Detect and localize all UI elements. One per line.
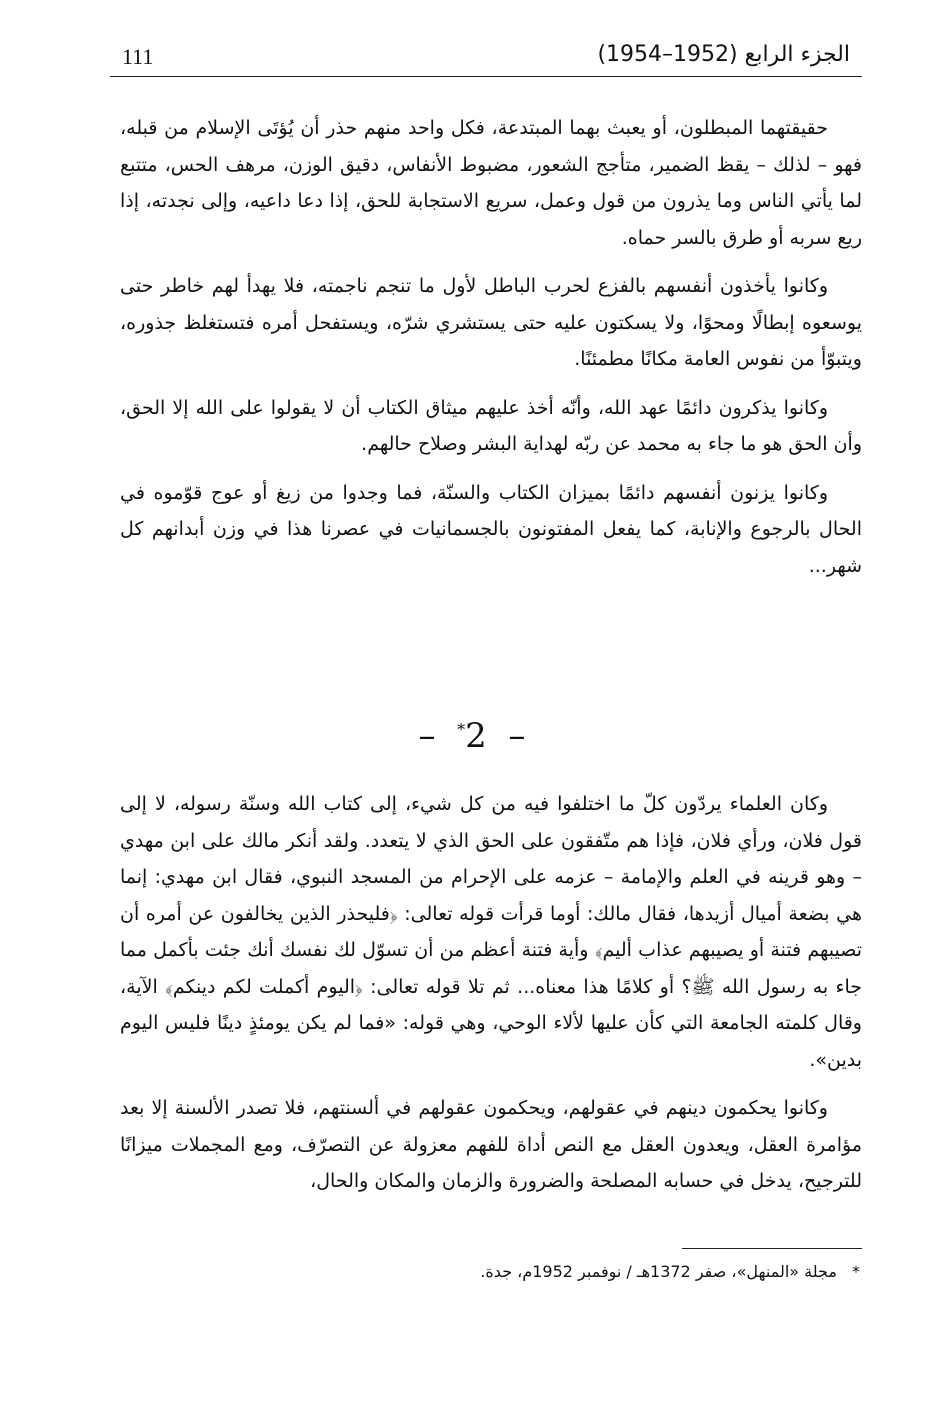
- footnote-text: مجلة «المنهل»، صفر 1372هـ / نوفمبر 1952م، جدة.: [480, 1262, 837, 1281]
- paragraph: وكان العلماء يردّون كلّ ما اختلفوا فيه من كل شيء، إلى كتاب الله وسنّة رسوله، لا إلى قول فلان، ورأي فلان، فإذا هم متّفقون على الحق الذي لا يتعدد. ولقد أنكر مالك على ابن مهدي – وهو قرينه في العلم والإمامة – عزمه على الإحرام من المسجد النبوي، فقال ابن مهدي: إنما هي بضعة أميال أزيدها، فقال مالك: أوما قرأت قوله تعالى: ﴿فليحذر الذين يخالفون عن أمره أن تصيبهم فتنة أو يصيبهم عذاب أليم﴾ وأية فتنة أعظم من أن تسوّل لك نفسك أنك جئت بأكمل مما جاء به رسول الله ﷺ؟ أو كلامًا هذا معناه... ثم تلا قوله تعالى: ﴿اليوم أكملت لكم دينكم﴾ الآية، وقال كلمته الجامعة التي كأن عليها لألاء الوحي، وهي قوله: «فما لم يكن يومئذٍ دينًا فليس اليوم بدين».: [120, 793, 862, 1071]
- footnote: [360, 1262, 860, 1281]
- footnote-rule: [682, 1248, 862, 1249]
- section-heading: [0, 716, 944, 756]
- section-footnote-marker: *: [457, 720, 466, 739]
- paragraph: وكانوا يزنون أنفسهم دائمًا بميزان الكتاب والسنّة، فما وجدوا من زيغ أو عوج قوّموه في الحال بالرجوع والإنابة، كما يفعل المفتونون بالجسمانيات في عصرنا هذا في وزن أبدانهم كل شهر...: [120, 481, 862, 577]
- top-text-block: [120, 110, 862, 596]
- section-number: 2: [465, 716, 487, 756]
- paragraph: وكانوا يذكرون دائمًا عهد الله، وأنّه أخذ عليهم ميثاق الكتاب أن لا يقولوا على الله إلا الحق، وأن الحق هو ما جاء به محمد عن ربّه لهداية البشر وصلاح حالهم.: [120, 396, 862, 455]
- paragraph: وكانوا يحكمون دينهم في عقولهم، ويحكمون عقولهم في ألسنتهم، فلا تصدر الألسنة إلا بعد مؤامرة العقل، ويعدون العقل مع النص أداة للفهم معزولة عن التصرّف، ومع المجملات ميزانًا للترجيح، يدخل في حسابه المصلحة والضرورة والزمان والمكان والحال،: [120, 1097, 862, 1192]
- bottom-text-block: [120, 786, 862, 1212]
- footnote-marker: *: [852, 1262, 860, 1281]
- running-title: الجزء الرابع (1952–1954): [597, 42, 850, 67]
- paragraph: حقيقتهما المبطلون، أو يعبث بهما المبتدعة، فكل واحد منهم حذر أن يُؤتَى الإسلام من قبله، فهو – لذلك – يقظ الضمير، متأجج الشعور، مضبوط الأنفاس، دقيق الوزن، مرهف الحس، متتبع لما يأتي الناس وما يذرون من قول وعمل، سريع الاستجابة للحق، إذا دعا داعيه، وإلى نجدته، إذا ريع سربه أو طرق بالسر حماه.: [120, 117, 862, 249]
- page-header: [110, 40, 862, 77]
- paragraph: وكانوا يأخذون أنفسهم بالفزع لحرب الباطل لأول ما تنجم ناجمته، فلا يهدأ لهم خاطر حتى يوسعوه إبطالًا ومحوًا، ولا يسكتون عليه حتى يستشري شرّه، ويستفحل أمره فتستغلظ جذوره، ويتبوّأ من نفوس العامة مكانًا مطمئنًا.: [120, 275, 862, 370]
- page-number: 111: [122, 44, 154, 69]
- section-dash-left: –: [418, 716, 458, 756]
- section-dash-right: –: [486, 716, 526, 756]
